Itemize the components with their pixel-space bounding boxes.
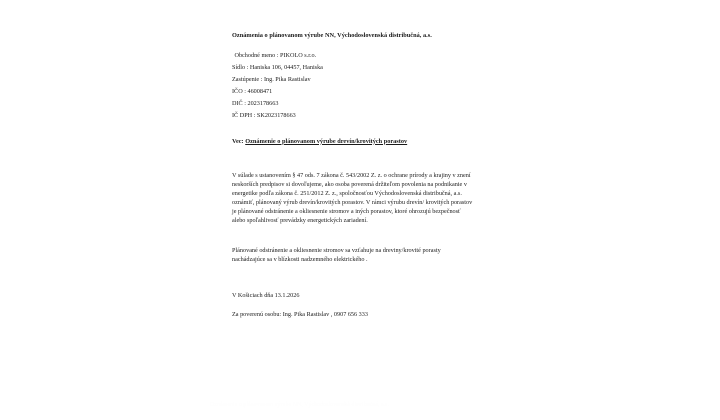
company-detail-dic: DIČ : 2023178663 — [232, 100, 279, 108]
company-detail-business-name: Obchodné meno : PIKOLO s.r.o. — [234, 52, 317, 59]
body-paragraph-2: Plánované odstránenie a okliesnenie stromov sa vzťahuje na dreviny/krovité porasty nachádzajúce sa v blízkosti nadzemného elektrického . — [232, 247, 441, 264]
closing-signature: Za poverenú osobu: Ing. Pika Rastislav , 0907 656 333 — [232, 311, 368, 319]
company-detail-address: Sídlo : Haniska 106, 04457, Haniska — [232, 64, 323, 72]
company-detail-ico: IČO : 46008471 — [232, 88, 273, 96]
subject-label: Vec: — [232, 137, 244, 145]
subject-line — [232, 136, 488, 147]
subject-value: Oznámenie o plánovanom výrube drevín/krovitých porastov — [245, 137, 408, 145]
closing-place-and-date: V Košiciach dňa 13.1.2026 — [232, 292, 300, 300]
document-title: Oznámenia o plánovanom výrube NN, Východoslovenská distribučná, a.s. — [232, 32, 432, 39]
closing-block — [232, 291, 488, 319]
company-detail-representative: Zastúpenie : Ing. Pika Rastislav — [232, 76, 311, 84]
page-footer-faint: Oznámenia o plánovanom výrube NN, Východoslovenská distribučná, a.s. — [210, 402, 390, 408]
body-paragraph-1: V súlade s ustanovením § 47 ods. 7 zákona č. 543/2002 Z. z. o ochrane prírody a krajiny v znení neskorších predpisov si dovoľujeme, ako osoba poverená držiteľom povolenia na podnikanie v energetike podľa zákona č. 251/2012 Z. z., spoločnosťou Východoslovenská distribučná, a.s. oznámiť, plánovaný výrub drevín/krovitých porastov. V rámci výrubu drevín/ krovitých porastov je plánované odstránenie a okliesnenie stromov a iných porastov, ktoré ohrozujú bezpečnosť alebo spoľahlivosť prevádzky energetických zariadení. — [232, 171, 473, 225]
company-details-block — [232, 50, 488, 123]
document-content — [232, 30, 488, 319]
company-detail-ic-dph: IČ DPH : SK2023178663 — [232, 112, 296, 120]
